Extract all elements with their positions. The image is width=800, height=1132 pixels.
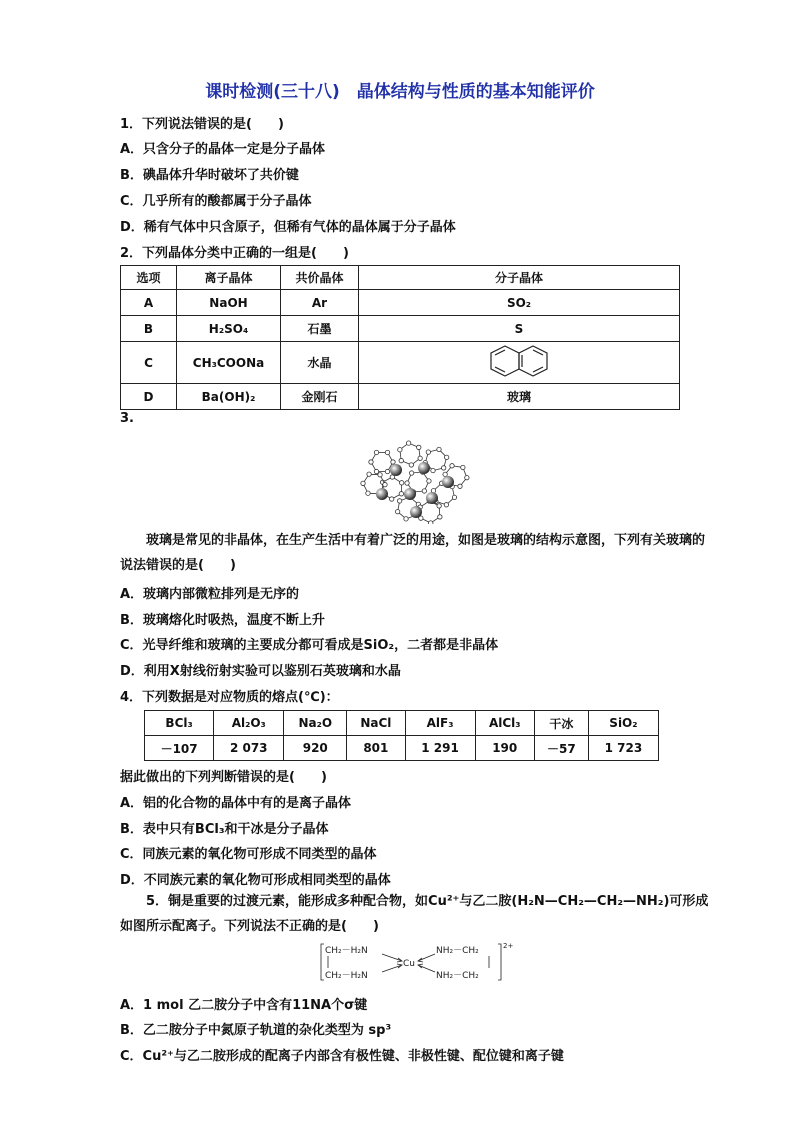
- large-atom: [442, 476, 454, 488]
- table-cell: NaOH: [177, 290, 281, 316]
- small-atom: [444, 503, 448, 507]
- small-atom: [405, 481, 409, 485]
- q4-melting-point-table: [144, 710, 659, 761]
- table-header: 分子晶体: [359, 266, 680, 290]
- table-header: NaCl: [347, 711, 405, 736]
- naphthalene-structure: [359, 342, 680, 384]
- table-cell: 1 291: [405, 736, 475, 761]
- table-header: AlF₃: [405, 711, 475, 736]
- small-atom: [385, 469, 389, 473]
- small-atom: [397, 499, 401, 503]
- complex-center-atom: Cu: [403, 959, 415, 969]
- large-atom: [418, 462, 430, 474]
- q4-header-row: [145, 711, 659, 736]
- table-cell: S: [359, 316, 680, 342]
- small-atom: [458, 484, 462, 488]
- table-cell: 920: [284, 736, 347, 761]
- q4-option-b: B．表中只有BCl₃和干冰是分子晶体: [120, 822, 329, 837]
- table-header: SiO₂: [588, 711, 658, 736]
- q4-stem: 4．下列数据是对应物质的熔点(℃)：: [120, 690, 339, 705]
- small-atom: [361, 481, 365, 485]
- small-atom: [399, 481, 403, 485]
- q3-option-a: A．玻璃内部微粒排列是无序的: [120, 587, 300, 602]
- small-atom: [427, 479, 431, 483]
- q4-option-c: C．同族元素的氧化物可形成不同类型的晶体: [120, 847, 377, 862]
- table-header: 选项: [121, 266, 177, 290]
- q2-table: [120, 265, 680, 410]
- small-atom: [465, 475, 469, 479]
- table-cell: B: [121, 316, 177, 342]
- small-atom: [431, 468, 435, 472]
- table-cell: 190: [475, 736, 534, 761]
- table-cell: 2 073: [214, 736, 284, 761]
- small-atom: [366, 491, 370, 495]
- q5-option-c: C．Cu²⁺与乙二胺形成的配离子内部含有极性键、非极性键、配位键和离子键: [120, 1049, 564, 1064]
- q3-option-c: C．光导纤维和玻璃的主要成分都可看成是SiO₂，二者都是非晶体: [120, 638, 499, 653]
- q3-stem: 玻璃是常见的非晶体，在生产生活中有着广泛的用途，如图是玻璃的结构示意图，下列有关玻璃的说法错误的是( ): [120, 533, 706, 573]
- large-atom: [404, 488, 416, 500]
- table-cell: 石墨: [281, 316, 359, 342]
- naphthalene-icon: [487, 344, 551, 378]
- q5-option-a: A．1 mol 乙二胺分子中含有11NA个σ键: [120, 998, 368, 1013]
- table-row: [121, 384, 680, 410]
- q3-option-b: B．玻璃熔化时吸热，温度不断上升: [120, 613, 325, 628]
- small-atom: [406, 441, 410, 445]
- q1-option-d: D．稀有气体中只含原子，但稀有气体的晶体属于分子晶体: [120, 220, 456, 235]
- q4-followup: 据此做出的下列判断错误的是( ): [120, 770, 327, 785]
- small-atom: [378, 473, 382, 477]
- small-atom: [444, 455, 448, 459]
- small-atom: [437, 447, 441, 451]
- table-cell: －107: [145, 736, 214, 761]
- table-header: 离子晶体: [177, 266, 281, 290]
- small-atom: [374, 450, 378, 454]
- glass-structure-diagram: [352, 432, 482, 524]
- table-header: Na₂O: [284, 711, 347, 736]
- q4-option-d: D．不同族元素的氧化物可形成相同类型的晶体: [120, 873, 391, 888]
- complex-left-top-group: CH₂－H₂N: [325, 946, 368, 956]
- small-atom: [409, 471, 413, 475]
- q2-stem: 2．下列晶体分类中正确的一组是( ): [120, 246, 349, 261]
- small-atom: [417, 445, 421, 449]
- complex-right-bottom-group: NH₂－CH₂: [436, 971, 479, 981]
- large-atom: [390, 464, 402, 476]
- small-atom: [450, 464, 454, 468]
- copper-ethylenediamine-complex-diagram: [318, 940, 518, 984]
- large-atom: [410, 506, 422, 518]
- small-atom: [389, 497, 393, 501]
- table-row: [121, 290, 680, 316]
- q1-option-c: C．几乎所有的酸都属于分子晶体: [120, 194, 312, 209]
- small-atom: [383, 482, 387, 486]
- table-header: Al₂O₃: [214, 711, 284, 736]
- complex-right-top-group: NH₂－CH₂: [436, 946, 479, 956]
- small-atom: [399, 492, 403, 496]
- small-atom: [385, 450, 389, 454]
- large-atom: [426, 492, 438, 504]
- table-cell: CH₃COONa: [177, 342, 281, 384]
- small-atom: [452, 495, 456, 499]
- small-atom: [367, 472, 371, 476]
- large-atom: [376, 488, 388, 500]
- table-cell: C: [121, 342, 177, 384]
- table-cell: 水晶: [281, 342, 359, 384]
- table-cell: A: [121, 290, 177, 316]
- q2-header-row: [121, 266, 680, 290]
- q1-option-a: A．只含分子的晶体一定是分子晶体: [120, 142, 326, 157]
- table-cell: Ar: [281, 290, 359, 316]
- complex-left-bottom-group: CH₂－H₂N: [325, 971, 368, 981]
- table-cell: 金刚石: [281, 384, 359, 410]
- small-atom: [409, 463, 413, 467]
- small-atom: [398, 448, 402, 452]
- table-cell: H₂SO₄: [177, 316, 281, 342]
- table-header: 共价晶体: [281, 266, 359, 290]
- complex-charge: 2+: [503, 942, 514, 950]
- table-cell: 1 723: [588, 736, 658, 761]
- small-atom: [441, 466, 445, 470]
- q5-stem: 5．铜是重要的过渡元素，能形成多种配合物，如Cu²⁺与乙二胺(H₂N—CH₂—CH₂—NH₂)可形成如图所示配离子。下列说法不正确的是( ): [120, 894, 709, 934]
- table-cell: 801: [347, 736, 405, 761]
- q4-option-a: A．铝的化合物的晶体中有的是离子晶体: [120, 796, 352, 811]
- table-header: BCl₃: [145, 711, 214, 736]
- small-atom: [418, 456, 422, 460]
- table-cell: Ba(OH)₂: [177, 384, 281, 410]
- q1-stem: 1．下列说法错误的是( ): [120, 117, 284, 132]
- small-atom: [395, 509, 399, 513]
- small-atom: [437, 504, 441, 508]
- table-cell: 玻璃: [359, 384, 680, 410]
- small-atom: [426, 450, 430, 454]
- q3-number: 3.: [120, 411, 134, 426]
- small-atom: [404, 517, 408, 521]
- page-title: 课时检测(三十八) 晶体结构与性质的基本知能评价: [205, 82, 595, 102]
- table-header: 干冰: [534, 711, 588, 736]
- table-row: [121, 342, 680, 384]
- table-row: [145, 736, 659, 761]
- q3-option-d: D．利用X射线衍射实验可以鉴别石英玻璃和水晶: [120, 664, 401, 679]
- small-atom: [374, 469, 378, 473]
- small-atom: [369, 460, 373, 464]
- small-atom: [438, 515, 442, 519]
- table-cell: D: [121, 384, 177, 410]
- table-row: [121, 316, 680, 342]
- small-atom: [391, 460, 395, 464]
- table-cell: －57: [534, 736, 588, 761]
- table-cell: SO₂: [359, 290, 680, 316]
- small-atom: [399, 458, 403, 462]
- small-atom: [461, 465, 465, 469]
- small-atom: [422, 489, 426, 493]
- q5-option-b: B．乙二胺分子中氮原子轨道的杂化类型为 sp³: [120, 1023, 392, 1038]
- q1-option-b: B．碘晶体升华时破坏了共价键: [120, 168, 299, 183]
- table-header: AlCl₃: [475, 711, 534, 736]
- small-atom: [443, 472, 447, 476]
- small-atom: [429, 521, 433, 524]
